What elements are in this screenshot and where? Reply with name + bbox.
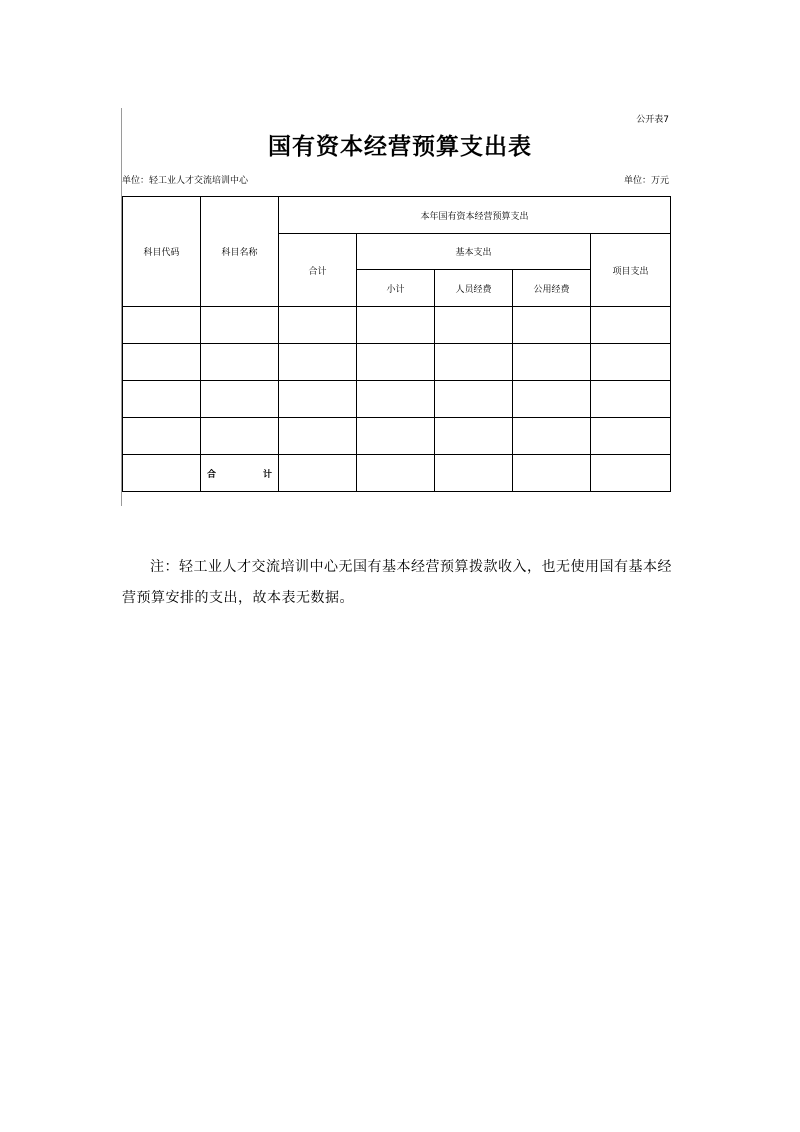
header-annual-expenditure: 本年国有资本经营预算支出 bbox=[279, 197, 671, 234]
total-row bbox=[123, 455, 671, 492]
table-cell bbox=[279, 381, 357, 418]
table-cell bbox=[279, 344, 357, 381]
table-row bbox=[123, 381, 671, 418]
table-row bbox=[123, 307, 671, 344]
table-cell bbox=[513, 455, 591, 492]
table-cell bbox=[357, 344, 435, 381]
total-label-left: 合 bbox=[207, 469, 217, 480]
table-body bbox=[123, 307, 671, 455]
header-basic-expenditure: 基本支出 bbox=[357, 234, 591, 270]
table-cell bbox=[123, 455, 201, 492]
table-cell bbox=[279, 455, 357, 492]
table-cell bbox=[357, 455, 435, 492]
table-cell bbox=[513, 344, 591, 381]
table-cell bbox=[435, 344, 513, 381]
table-row bbox=[123, 418, 671, 455]
table-cell bbox=[591, 307, 671, 344]
table-cell bbox=[591, 418, 671, 455]
table-cell bbox=[435, 381, 513, 418]
table-cell bbox=[435, 455, 513, 492]
table-cell bbox=[123, 307, 201, 344]
table-cell bbox=[279, 307, 357, 344]
header-subtotal: 小计 bbox=[357, 270, 435, 307]
total-label-right: 计 bbox=[262, 469, 272, 480]
header-subject-code: 科目代码 bbox=[123, 197, 201, 307]
table-cell bbox=[123, 381, 201, 418]
header-subject-name: 科目名称 bbox=[201, 197, 279, 307]
unit-currency: 单位：万元 bbox=[623, 176, 669, 186]
table-row bbox=[123, 344, 671, 381]
total-label-cell bbox=[201, 455, 279, 492]
table-cell bbox=[591, 381, 671, 418]
table-cell bbox=[357, 307, 435, 344]
budget-table bbox=[122, 196, 671, 492]
table-cell bbox=[357, 418, 435, 455]
table-cell bbox=[435, 307, 513, 344]
header-total: 合计 bbox=[279, 234, 357, 307]
table-cell bbox=[201, 381, 279, 418]
table-number: 公开表7 bbox=[636, 115, 669, 125]
table-cell bbox=[513, 418, 591, 455]
table-cell bbox=[201, 307, 279, 344]
table-cell bbox=[123, 344, 201, 381]
table-cell bbox=[513, 307, 591, 344]
table-cell bbox=[513, 381, 591, 418]
unit-organization: 单位：轻工业人才交流培训中心 bbox=[122, 176, 249, 186]
table-cell bbox=[201, 418, 279, 455]
table-cell bbox=[435, 418, 513, 455]
page-title: 国有资本经营预算支出表 bbox=[268, 133, 532, 160]
header-project-expenditure: 项目支出 bbox=[591, 234, 671, 307]
header-personnel-cost: 人员经费 bbox=[435, 270, 513, 307]
table-cell bbox=[201, 344, 279, 381]
table-cell bbox=[591, 344, 671, 381]
table-cell bbox=[357, 381, 435, 418]
footnote: 注：轻工业人才交流培训中心无国有基本经营预算拨款收入，也无使用国有基本经营预算安排的支出，故本表无数据。 bbox=[122, 559, 672, 606]
table-cell bbox=[591, 455, 671, 492]
table-cell bbox=[123, 418, 201, 455]
header-public-cost: 公用经费 bbox=[513, 270, 591, 307]
table-cell bbox=[279, 418, 357, 455]
